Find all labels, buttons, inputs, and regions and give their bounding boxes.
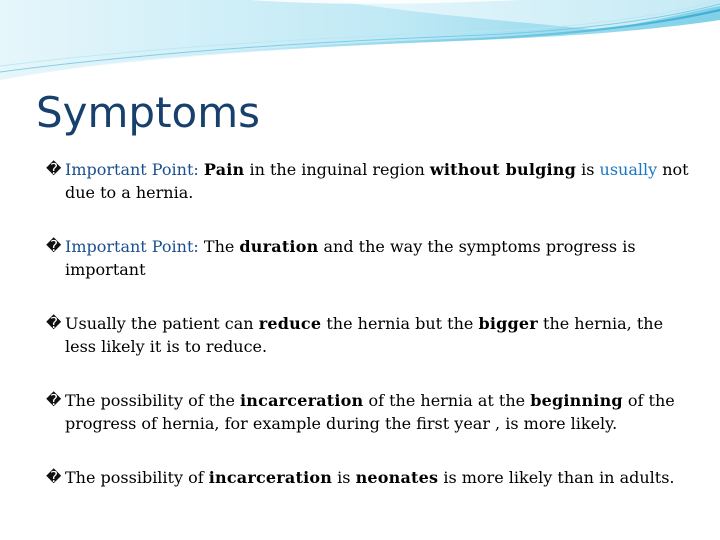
header-wave-decoration (0, 0, 720, 90)
label-text: Important Point: (65, 160, 204, 179)
body-text: is more likely than in adults. (438, 468, 675, 487)
body-text: of the progress of hernia, for example during the first year , is more likely. (65, 391, 675, 433)
body-text: in the inguinal region (244, 160, 430, 179)
body-text: the hernia but the (321, 314, 479, 333)
emphasis-text: incarceration (240, 391, 364, 410)
bullet-item (46, 158, 696, 204)
body-text: the hernia, the less likely it is to reduce. (65, 314, 664, 356)
emphasis-text: without bulging (429, 160, 577, 179)
label-text: Important Point: (65, 237, 204, 256)
emphasis-text: bigger (478, 314, 538, 333)
body-text: The (203, 237, 240, 256)
bullet-item (46, 466, 696, 489)
body-text: is (332, 468, 356, 487)
slide-title: Symptoms (36, 88, 261, 137)
emphasis-text: duration (239, 237, 319, 256)
body-text: not due to a hernia. (65, 160, 689, 202)
bullet-marker-icon: � (46, 391, 62, 409)
body-text: of the hernia at the (363, 391, 531, 410)
body-text: and the way the symptoms progress is important (65, 237, 636, 279)
body-text: The possibility of (65, 468, 209, 487)
bullet-marker-icon: � (46, 468, 62, 486)
body-text: is (576, 160, 600, 179)
body-text: Usually the patient can (65, 314, 259, 333)
bullet-item (46, 235, 696, 281)
emphasis-text: beginning (530, 391, 623, 410)
bullet-marker-icon: � (46, 160, 62, 178)
emphasis-text: incarceration (208, 468, 333, 487)
body-text: The possibility of the (65, 391, 241, 410)
accent-text: usually (599, 160, 658, 179)
bullet-list (46, 158, 696, 520)
bullet-marker-icon: � (46, 237, 62, 255)
bullet-item (46, 389, 696, 435)
emphasis-text: neonates (355, 468, 439, 487)
emphasis-text: reduce (258, 314, 322, 333)
emphasis-text: Pain (203, 160, 245, 179)
bullet-item (46, 312, 696, 358)
bullet-marker-icon: � (46, 314, 62, 332)
